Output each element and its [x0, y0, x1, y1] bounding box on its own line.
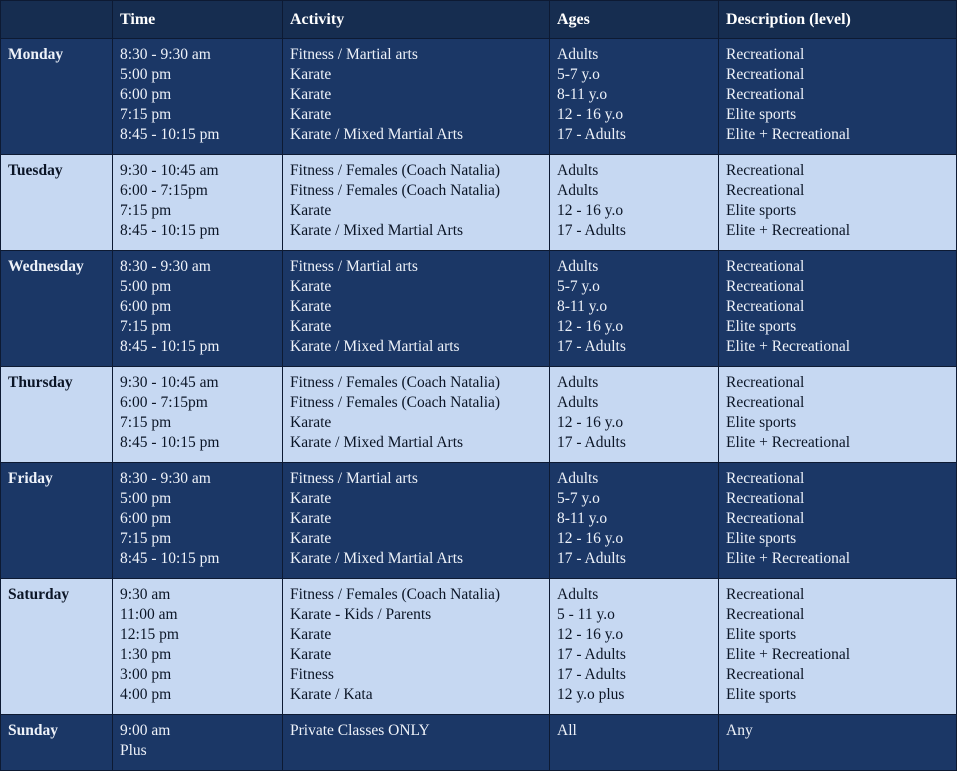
description-line: Recreational	[726, 278, 805, 295]
time-line: 7:15 pm	[120, 414, 172, 431]
description-line: Elite sports	[726, 686, 797, 703]
time-line: 9:00 am	[120, 722, 171, 739]
time-line: 6:00 - 7:15pm	[120, 394, 208, 411]
ages-line: 12 - 16 y.o	[557, 202, 624, 219]
description-line: Recreational	[726, 666, 805, 683]
table-row	[1, 715, 957, 771]
activity-line: Fitness / Martial arts	[290, 46, 418, 63]
time-line: 8:45 - 10:15 pm	[120, 434, 220, 451]
time-line: 5:00 pm	[120, 278, 172, 295]
day-cell: Tuesday	[1, 155, 113, 251]
activity-line: Karate	[290, 66, 332, 83]
ages-line: Adults	[557, 162, 599, 179]
description-line: Recreational	[726, 394, 805, 411]
ages-cell	[550, 579, 719, 715]
activity-line: Fitness / Females (Coach Natalia)	[290, 374, 501, 391]
activity-line: Karate	[290, 278, 332, 295]
ages-line: 12 - 16 y.o	[557, 414, 624, 431]
time-line: 8:30 - 9:30 am	[120, 470, 211, 487]
time-line: 7:15 pm	[120, 530, 172, 547]
ages-line: 8-11 y.o	[557, 86, 608, 103]
ages-line: 17 - Adults	[557, 222, 626, 239]
ages-line: 12 - 16 y.o	[557, 530, 624, 547]
activity-line: Karate / Mixed Martial arts	[290, 338, 460, 355]
activity-line: Fitness / Females (Coach Natalia)	[290, 162, 501, 179]
time-line: 11:00 am	[120, 606, 178, 623]
activity-line: Karate	[290, 490, 332, 507]
ages-line: Adults	[557, 374, 599, 391]
activity-line: Karate	[290, 318, 332, 335]
description-line: Elite + Recreational	[726, 646, 851, 663]
description-line: Recreational	[726, 606, 805, 623]
activity-line: Fitness / Martial arts	[290, 258, 418, 275]
ages-line: 12 - 16 y.o	[557, 626, 624, 643]
time-line: 8:30 - 9:30 am	[120, 46, 211, 63]
ages-cell	[550, 715, 719, 771]
description-line: Recreational	[726, 586, 805, 603]
activity-line: Fitness / Females (Coach Natalia)	[290, 586, 501, 603]
ages-line: 8-11 y.o	[557, 298, 608, 315]
time-line: 8:45 - 10:15 pm	[120, 222, 220, 239]
time-line: 6:00 pm	[120, 510, 172, 527]
description-line: Elite + Recreational	[726, 126, 851, 143]
ages-line: Adults	[557, 258, 599, 275]
description-cell	[719, 39, 957, 155]
activity-cell	[283, 715, 550, 771]
header-ages: Ages	[550, 1, 719, 39]
ages-cell	[550, 463, 719, 579]
activity-line: Karate / Mixed Martial Arts	[290, 222, 464, 239]
activity-line: Fitness / Females (Coach Natalia)	[290, 182, 501, 199]
description-cell	[719, 715, 957, 771]
activity-cell	[283, 251, 550, 367]
header-activity: Activity	[283, 1, 550, 39]
day-cell: Monday	[1, 39, 113, 155]
description-cell	[719, 579, 957, 715]
activity-line: Karate	[290, 646, 332, 663]
time-line: 9:30 am	[120, 586, 171, 603]
ages-cell	[550, 367, 719, 463]
description-line: Recreational	[726, 46, 805, 63]
time-line: Plus	[120, 742, 147, 759]
ages-line: 5-7 y.o	[557, 66, 600, 83]
time-line: 6:00 pm	[120, 86, 172, 103]
header-row	[1, 1, 957, 39]
activity-cell	[283, 579, 550, 715]
ages-line: 8-11 y.o	[557, 510, 608, 527]
day-cell: Sunday	[1, 715, 113, 771]
ages-line: 5-7 y.o	[557, 490, 600, 507]
time-line: 1:30 pm	[120, 646, 172, 663]
description-line: Recreational	[726, 510, 805, 527]
description-line: Elite sports	[726, 202, 797, 219]
ages-line: 17 - Adults	[557, 434, 626, 451]
activity-line: Karate	[290, 298, 332, 315]
time-cell	[113, 367, 283, 463]
time-cell	[113, 39, 283, 155]
activity-cell	[283, 155, 550, 251]
time-cell	[113, 155, 283, 251]
day-cell: Friday	[1, 463, 113, 579]
description-cell	[719, 367, 957, 463]
activity-line: Fitness / Martial arts	[290, 470, 418, 487]
activity-cell	[283, 39, 550, 155]
time-line: 4:00 pm	[120, 686, 172, 703]
ages-cell	[550, 251, 719, 367]
activity-line: Karate - Kids / Parents	[290, 606, 432, 623]
activity-line: Karate	[290, 510, 332, 527]
time-line: 7:15 pm	[120, 318, 172, 335]
table-row	[1, 251, 957, 367]
time-line: 5:00 pm	[120, 66, 172, 83]
time-cell	[113, 463, 283, 579]
activity-line: Karate / Kata	[290, 686, 373, 703]
description-line: Elite sports	[726, 318, 797, 335]
time-line: 8:45 - 10:15 pm	[120, 550, 220, 567]
ages-line: Adults	[557, 394, 599, 411]
ages-line: 5-7 y.o	[557, 278, 600, 295]
description-cell	[719, 251, 957, 367]
description-line: Recreational	[726, 258, 805, 275]
ages-line: 12 y.o plus	[557, 686, 625, 703]
time-line: 9:30 - 10:45 am	[120, 162, 219, 179]
description-line: Elite + Recreational	[726, 222, 851, 239]
activity-line: Karate	[290, 106, 332, 123]
time-line: 12:15 pm	[120, 626, 179, 643]
description-line: Elite sports	[726, 626, 797, 643]
activity-line: Karate	[290, 86, 332, 103]
activity-line: Karate	[290, 530, 332, 547]
ages-line: 17 - Adults	[557, 550, 626, 567]
description-line: Any	[726, 722, 753, 739]
time-line: 8:45 - 10:15 pm	[120, 338, 220, 355]
ages-line: 17 - Adults	[557, 126, 626, 143]
day-cell: Wednesday	[1, 251, 113, 367]
table-row	[1, 367, 957, 463]
activity-line: Fitness	[290, 666, 334, 683]
ages-line: All	[557, 722, 577, 739]
activity-cell	[283, 463, 550, 579]
description-line: Elite + Recreational	[726, 434, 851, 451]
table-row	[1, 155, 957, 251]
time-cell	[113, 579, 283, 715]
time-line: 9:30 - 10:45 am	[120, 374, 219, 391]
time-line: 7:15 pm	[120, 202, 172, 219]
ages-line: Adults	[557, 182, 599, 199]
time-line: 3:00 pm	[120, 666, 172, 683]
activity-line: Karate	[290, 202, 332, 219]
activity-line: Fitness / Females (Coach Natalia)	[290, 394, 501, 411]
activity-line: Private Classes ONLY	[290, 722, 430, 739]
description-cell	[719, 463, 957, 579]
activity-line: Karate / Mixed Martial Arts	[290, 550, 464, 567]
description-line: Elite sports	[726, 106, 797, 123]
ages-line: 17 - Adults	[557, 666, 626, 683]
time-line: 8:30 - 9:30 am	[120, 258, 211, 275]
description-line: Recreational	[726, 66, 805, 83]
header-time: Time	[113, 1, 283, 39]
time-cell	[113, 251, 283, 367]
activity-line: Karate	[290, 414, 332, 431]
ages-line: Adults	[557, 470, 599, 487]
header-day	[1, 1, 113, 39]
activity-line: Karate / Mixed Martial Arts	[290, 126, 464, 143]
table-row	[1, 579, 957, 715]
time-line: 7:15 pm	[120, 106, 172, 123]
description-line: Recreational	[726, 86, 805, 103]
ages-line: 17 - Adults	[557, 338, 626, 355]
ages-line: 5 - 11 y.o	[557, 606, 615, 623]
time-line: 5:00 pm	[120, 490, 172, 507]
activity-line: Karate	[290, 626, 332, 643]
description-line: Elite + Recreational	[726, 550, 851, 567]
day-cell: Saturday	[1, 579, 113, 715]
ages-line: 12 - 16 y.o	[557, 106, 624, 123]
schedule-body	[1, 39, 957, 771]
header-description: Description (level)	[719, 1, 957, 39]
ages-line: 12 - 16 y.o	[557, 318, 624, 335]
description-line: Recreational	[726, 162, 805, 179]
ages-cell	[550, 155, 719, 251]
time-line: 6:00 - 7:15pm	[120, 182, 208, 199]
activity-line: Karate / Mixed Martial Arts	[290, 434, 464, 451]
time-line: 8:45 - 10:15 pm	[120, 126, 220, 143]
day-cell: Thursday	[1, 367, 113, 463]
ages-line: Adults	[557, 46, 599, 63]
description-line: Recreational	[726, 470, 805, 487]
time-cell	[113, 715, 283, 771]
description-line: Recreational	[726, 182, 805, 199]
description-line: Elite sports	[726, 414, 797, 431]
description-line: Recreational	[726, 298, 805, 315]
ages-line: Adults	[557, 586, 599, 603]
description-line: Elite sports	[726, 530, 797, 547]
description-line: Recreational	[726, 374, 805, 391]
table-row	[1, 39, 957, 155]
description-line: Recreational	[726, 490, 805, 507]
description-cell	[719, 155, 957, 251]
ages-cell	[550, 39, 719, 155]
table-row	[1, 463, 957, 579]
description-line: Elite + Recreational	[726, 338, 851, 355]
time-line: 6:00 pm	[120, 298, 172, 315]
activity-cell	[283, 367, 550, 463]
ages-line: 17 - Adults	[557, 646, 626, 663]
